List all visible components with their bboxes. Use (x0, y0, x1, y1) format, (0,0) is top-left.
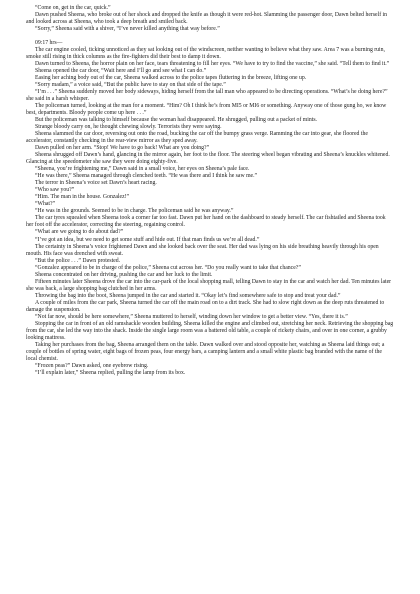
paragraph: The car engine cooled, ticking unnoticed as they sat looking out of the windscreen, neither wanting to believe what they saw. Area 7 was a burning ruin, smoke still rising in thick columns as the fire-fighters did their best to damp it down. (26, 47, 385, 61)
paragraph: “Come on, get in the car, quick.” (35, 5, 111, 11)
paragraph: “Sorry,” Sheena said with a shiver, “I’ve never killed anything that way before.” (35, 26, 220, 33)
paragraph: But the policeman was talking to himself because the woman had disappeared. He shrugged, pulling out a packet of mints. (35, 117, 317, 124)
paragraph: Taking her purchases from the bag, Sheena arranged them on the table. Dawn walked over and stood opposite her, watching as Sheena laid things out; a couple of bottles of spring water, eight bags of frozen peas, four energy bars, a camping lantern and a small white plastic bag branded with the name of the local chemist. (26, 341, 385, 362)
paragraph: “Gonzalez appeared to be in charge of the police,” Sheena cut across her. “Do you really want to take that chance?” (35, 264, 301, 271)
paragraph: “Him. The man in the house. Gonzalez!” (35, 194, 130, 201)
paragraph: Sheena opened the car door, “Wait here and I’ll go and see what I can do.” (35, 68, 207, 75)
paragraph: Dawn turned to Sheena, the horror plain on her face, tears threatening to fill her eyes. “We have to try to find the vaccine,” she said. “Tell them to find it.” (35, 61, 390, 68)
paragraph: Fifteen minutes later Sheena drove the car into the car-park of the local shopping mall, telling Dawn to stay in the car and watch her dad. Ten minutes later she was back, a large shopping bag clutched in her arms. (26, 278, 392, 292)
time-marker: 09:17 hrs— (35, 40, 63, 47)
paragraph: “He was in the grounds. Seemed to be in charge. The policeman said he was anyway.” (35, 208, 234, 215)
paragraph: “I’ll explain later,” Sheena replied, pulling the lamp from its box. (35, 369, 186, 376)
paragraph: “Not far now, should be here somewhere,” Sheena muttered to herself, winding down her window to get a better view. “Yes, there it is.” (35, 313, 348, 320)
paragraph: Sheena shrugged off Dawn’s hand, glancing in the mirror again, her foot to the floor. The steering wheel began vibrating and Sheena’s knuckles whitened. Glancing at the speedometer she saw they were doing eighty-five. (26, 152, 390, 166)
paragraph: Easing her aching body out of the car, Sheena walked across to the police tapes fluttering in the breeze, lifting one up. (35, 75, 307, 82)
paragraph: “What?” (35, 201, 56, 208)
paragraph: “Sorry madam,” a voice said, “But the public have to stay on that side of the tape.” (35, 82, 226, 89)
paragraph: The certainty in Sheena’s voice frightened Dawn and she looked back over the seat. Her dad was lying on his side breathing heavily through his open mouth. His face was drenched with sweat. (26, 243, 379, 257)
paragraph: Throwing the bag into the boot, Sheena jumped in the car and started it. “Okay let’s find somewhere safe to stop and treat your dad.” (35, 292, 341, 299)
paragraph: The policeman turned, looking at the man for a moment. “Him? Oh I think he’s from MI5 or MI6 or something. Anyway one of those gung ho, we know best, departments. Bloody people come up here . . .” (26, 103, 387, 117)
paragraph: Sheena concentrated on her driving, pushing the car and her luck to the limit. (35, 271, 213, 278)
paragraph: Sheena slammed the car door, reversing out onto the road, bucking the car off the bumpy grass verge. Ramming the car into gear, she floored the accelerator, constantly checking in the rear-view mirror as they sped away. (26, 131, 368, 145)
paragraph: A couple of miles from the car park, Sheena turned the car off the main road on to a dirt track. She had to slow right down as the deep ruts threatened to damage the suspension. (26, 299, 385, 313)
paragraph: “But the police . . .” Dawn protested. (35, 257, 121, 264)
paragraph: “Frozen peas?” Dawn asked, one eyebrow rising. (35, 362, 149, 369)
paragraph: “What are we going to do about dad?” (35, 229, 124, 236)
paragraph: “Sheena, you’re frightening me,” Dawn said in a small voice, her eyes on Sheena’s pale face. (35, 166, 250, 173)
paragraph: The car tyres squealed when Sheena took a corner far too fast. Dawn put her hand on the dashboard to steady herself. The car fishtailed and Sheena took her foot off the accelerator, correcting the steering, regaining control. (26, 215, 386, 229)
paragraph: “Who saw you?” (35, 187, 75, 194)
paragraph: Dawn pushed Sheena, who broke out of her shock and dropped the knife as though it were red-hot. Slamming the passenger door, Dawn belted herself in and looked across at Sheena, who took a deep breath and smiled back. (26, 12, 388, 26)
paragraph: Dawn pulled on her arm. “Stop! We have to go back! What are you doing?” (35, 145, 210, 152)
paragraph: “I’ve got an idea, but we need to get some stuff and hide out. If that man finds us we’re all dead.” (35, 236, 260, 243)
paragraph: “I’m . . .” Sheena suddenly moved her body sideways, hiding herself from the tall man who appeared to be directing operations. “What’s he doing here?” she said in a harsh whisper. (26, 89, 388, 103)
paragraph: “He was there,” Sheena managed through clenched teeth. “He was there and I think he saw me.” (35, 173, 258, 180)
paragraph: Strange bloody carry on, he thought chewing slowly. Terrorists they were saying. (35, 124, 222, 131)
paragraph: The terror in Sheena’s voice set Dawn’s heart racing. (35, 180, 157, 187)
paragraph: Stopping the car in front of an old ramshackle wooden building, Sheena killed the engine and climbed out, stretching her neck. Retrieving the shopping bag from the car, she led the way into the shack. Inside the single large room was a battered old table, a couple of rickety chairs, and over in one corner, a grubby looking mattress. (26, 320, 394, 341)
